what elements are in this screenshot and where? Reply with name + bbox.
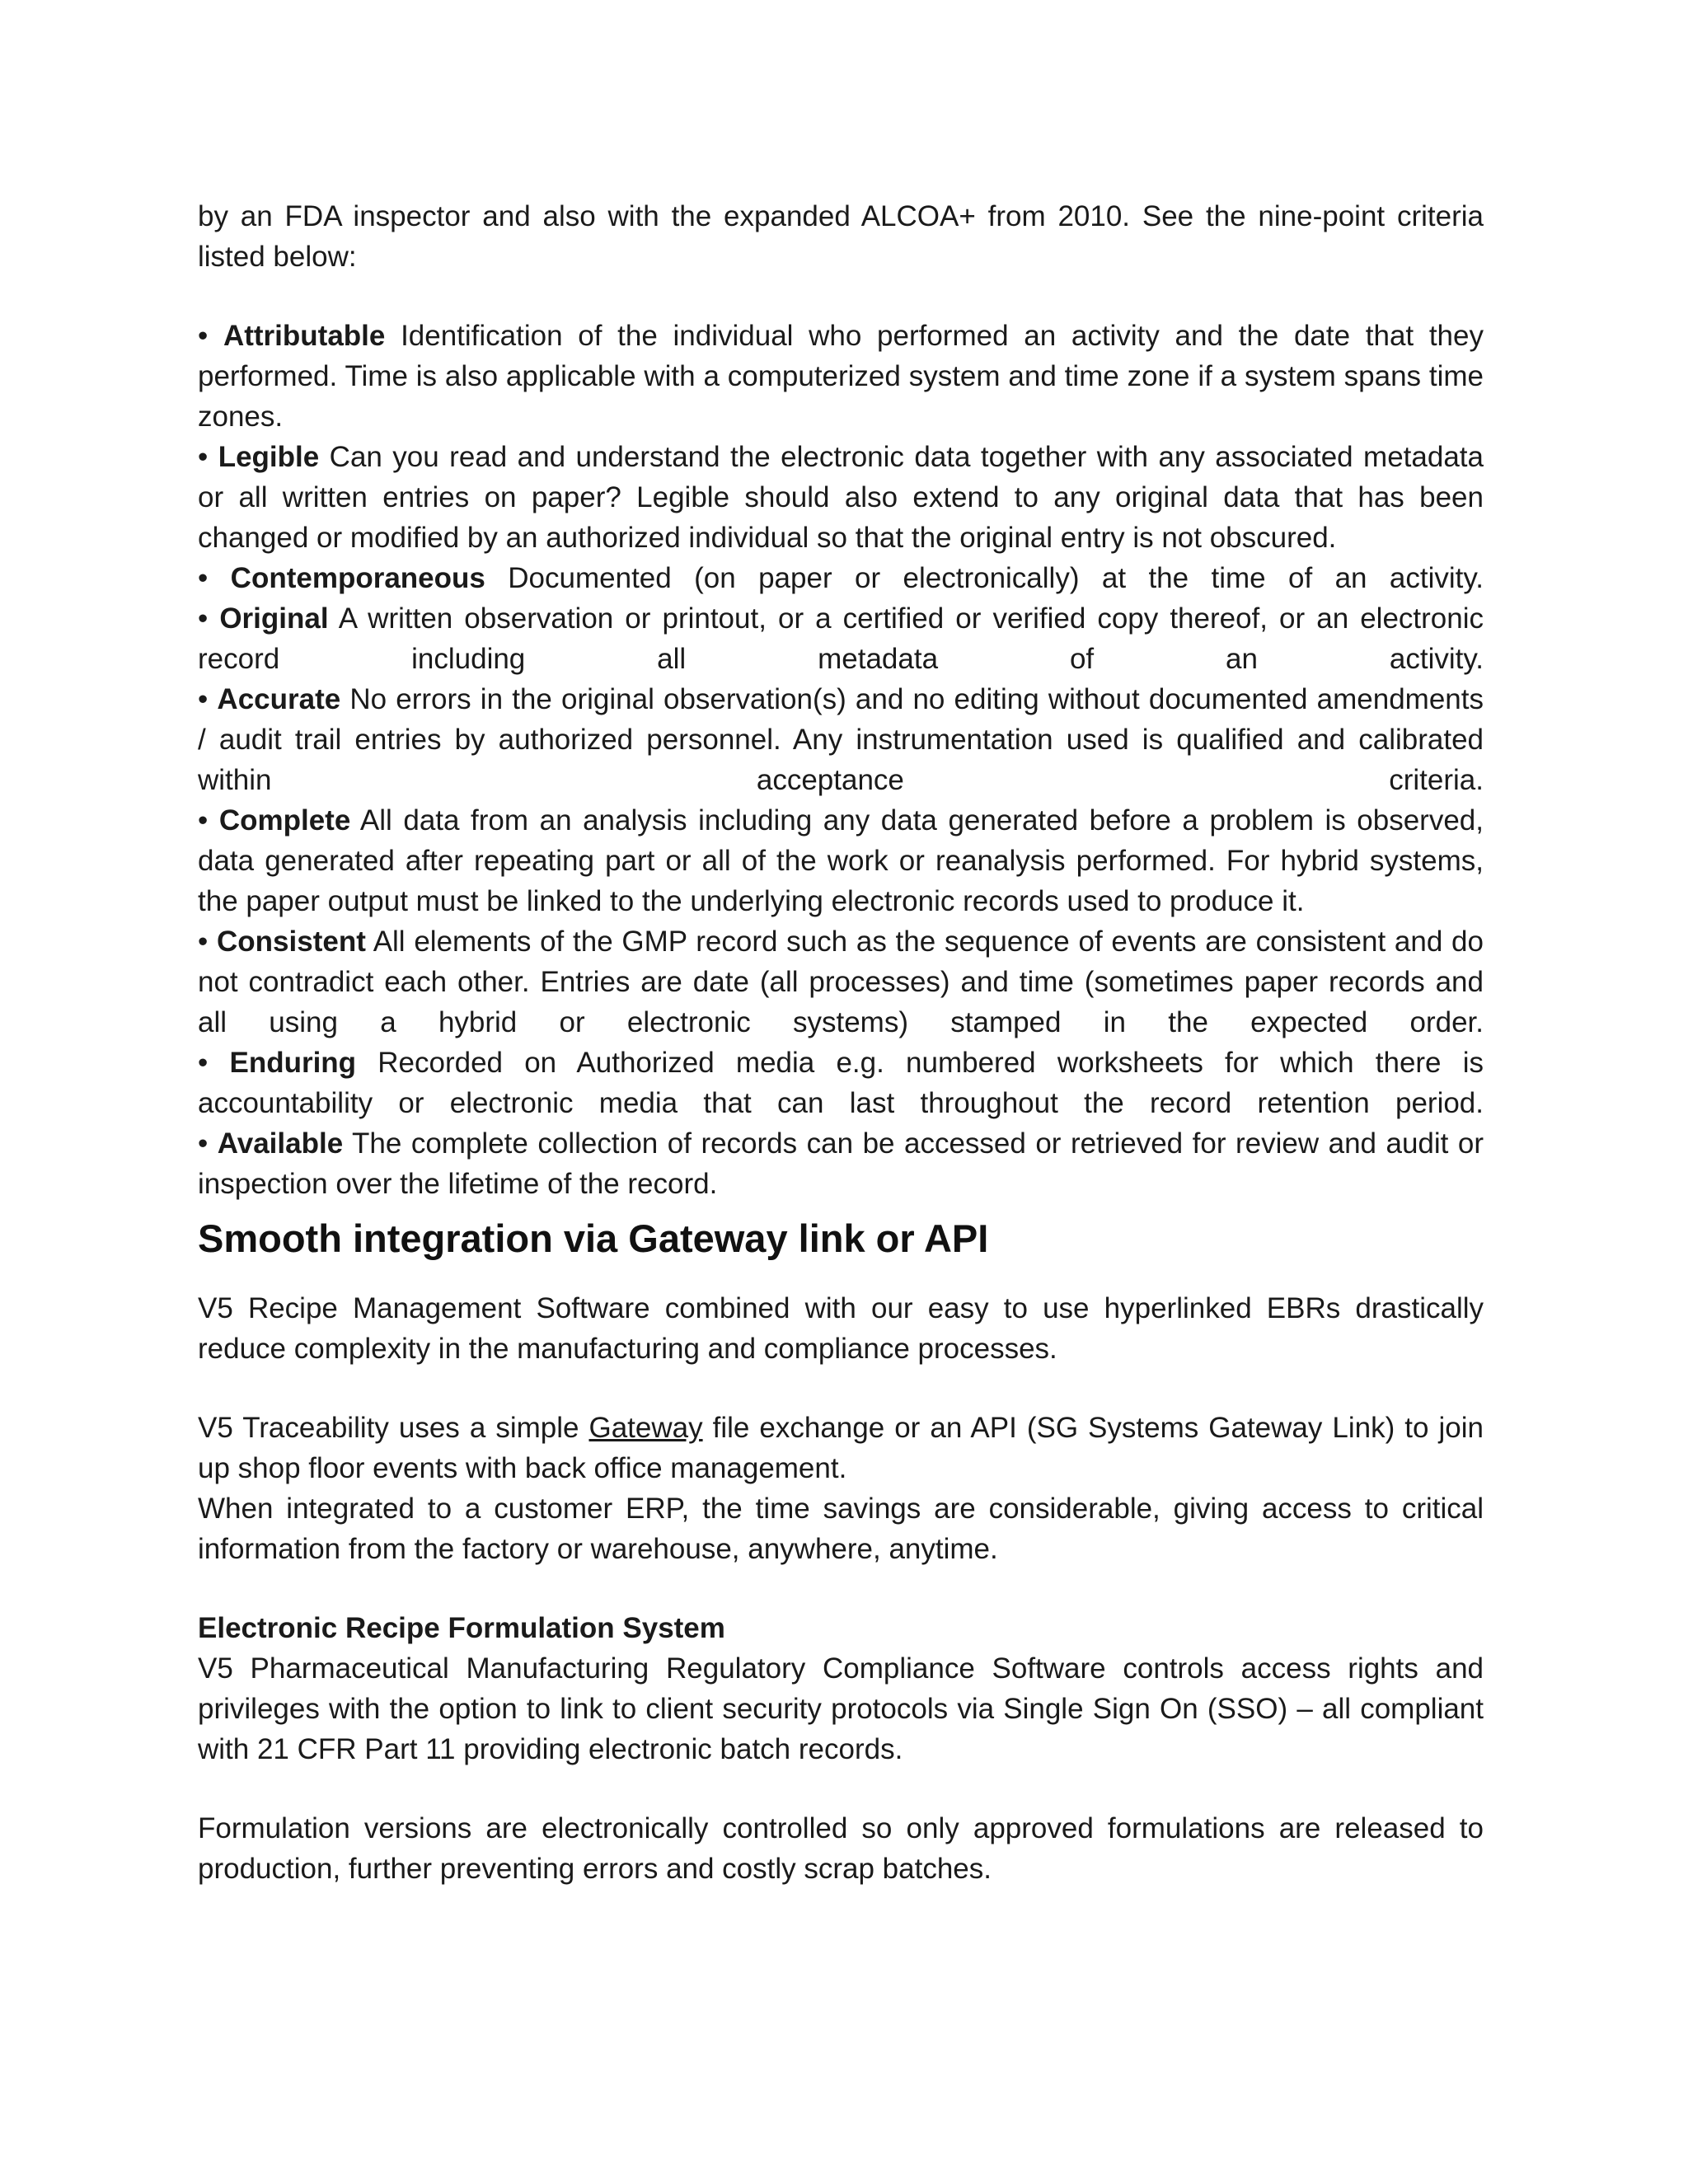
criteria-item-original <box>198 598 1484 679</box>
criteria-description: Identification of the individual who performed an activity and the date that they performed. Time is also applicable with a computerized system and time zone if a system spans time zones. <box>198 320 1484 433</box>
criteria-term: Complete <box>218 804 351 837</box>
spacer <box>198 1369 1484 1408</box>
criteria-item-enduring <box>198 1043 1484 1123</box>
integration-paragraph-2 <box>198 1408 1484 1488</box>
criteria-term: Contemporaneous <box>230 562 485 594</box>
formulation-paragraph-1: V5 Pharmaceutical Manufacturing Regulatory Compliance Software controls access rights and privileges with the option to link to client security protocols via Single Sign On (SSO) – all compliant with 21 CFR Part 11 providing electronic batch records. <box>198 1652 1484 1765</box>
criteria-description: All data from an analysis including any data generated before a problem is observed, data generated after repeating part or all of the work or reanalysis performed. For hybrid systems, the paper output must be linked to the underlying electronic records used to produce it. <box>198 804 1484 917</box>
document-page <box>198 196 1484 1889</box>
criteria-item-accurate <box>198 679 1484 800</box>
criteria-description: Can you read and understand the electronic data together with any associated metadata or all written entries on paper? Legible should also extend to any original data that has been changed or modified by an authorized individual so that the original entry is not obscured. <box>198 441 1484 554</box>
criteria-description: A written observation or printout, or a certified or verified copy thereof, or an electronic record including all metadata of an activity. <box>198 602 1484 675</box>
bullet-icon: • <box>198 320 209 352</box>
criteria-description: The complete collection of records can be accessed or retrieved for review and audit or inspection over the lifetime of the record. <box>198 1127 1484 1200</box>
bullet-icon: • <box>198 926 209 958</box>
criteria-description: Recorded on Authorized media e.g. numbered worksheets for which there is accountability or electronic media that can last throughout the record retention period. <box>198 1047 1484 1119</box>
spacer <box>198 277 1484 316</box>
criteria-term: Available <box>217 1127 344 1160</box>
criteria-term: Original <box>219 602 329 635</box>
bullet-icon: • <box>198 562 209 594</box>
criteria-term: Enduring <box>229 1047 357 1079</box>
integration-text-after-link: file exchange or an API (SG Systems Gateway Link) to join up shop floor events with back office management. <box>198 1412 1484 1484</box>
criteria-item-available <box>198 1123 1484 1204</box>
criteria-list <box>198 316 1484 1204</box>
spacer <box>198 1769 1484 1808</box>
criteria-item-legible <box>198 437 1484 558</box>
intro-paragraph: by an FDA inspector and also with the expanded ALCOA+ from 2010. See the nine-point criteria listed below: <box>198 200 1484 273</box>
criteria-description: No errors in the original observation(s) and no editing without documented amendments / audit trail entries by authorized personnel. Any instrumentation used is qualified and calibrated within acceptance criteria. <box>198 683 1484 796</box>
criteria-term: Accurate <box>217 683 341 715</box>
bullet-icon: • <box>198 1047 209 1079</box>
integration-paragraph-1: V5 Recipe Management Software combined with our easy to use hyperlinked EBRs drastically reduce complexity in the manufacturing and compliance processes. <box>198 1292 1484 1365</box>
bullet-icon: • <box>198 1127 209 1160</box>
criteria-item-consistent <box>198 921 1484 1043</box>
integration-paragraph-3: When integrated to a customer ERP, the time savings are considerable, giving access to critical information from the factory or warehouse, anywhere, anytime. <box>198 1493 1484 1565</box>
integration-text-before-link: V5 Traceability uses a simple <box>198 1412 589 1444</box>
criteria-term: Attributable <box>223 320 386 352</box>
subheading-formulation: Electronic Recipe Formulation System <box>198 1612 725 1644</box>
bullet-icon: • <box>198 683 209 715</box>
criteria-term: Consistent <box>217 926 366 958</box>
criteria-item-attributable <box>198 316 1484 437</box>
criteria-description: All elements of the GMP record such as the sequence of events are consistent and do not contradict each other. Entries are date (all processes) and time (sometimes paper records and all using a hybrid or electronic systems) stamped in the expected order. <box>198 926 1484 1038</box>
formulation-paragraph-2: Formulation versions are electronically controlled so only approved formulations are released to production, further preventing errors and costly scrap batches. <box>198 1812 1484 1885</box>
criteria-item-complete <box>198 800 1484 921</box>
bullet-icon: • <box>198 441 209 473</box>
bullet-icon: • <box>198 804 209 837</box>
criteria-term: Legible <box>218 441 320 473</box>
bullet-icon: • <box>198 602 209 635</box>
gateway-link[interactable]: Gateway <box>588 1412 703 1444</box>
section-heading-integration: Smooth integration via Gateway link or API <box>198 1216 989 1260</box>
criteria-item-contemporaneous <box>198 558 1484 598</box>
criteria-description: Documented (on paper or electronically) at the time of an activity. <box>508 562 1484 594</box>
spacer <box>198 1569 1484 1608</box>
